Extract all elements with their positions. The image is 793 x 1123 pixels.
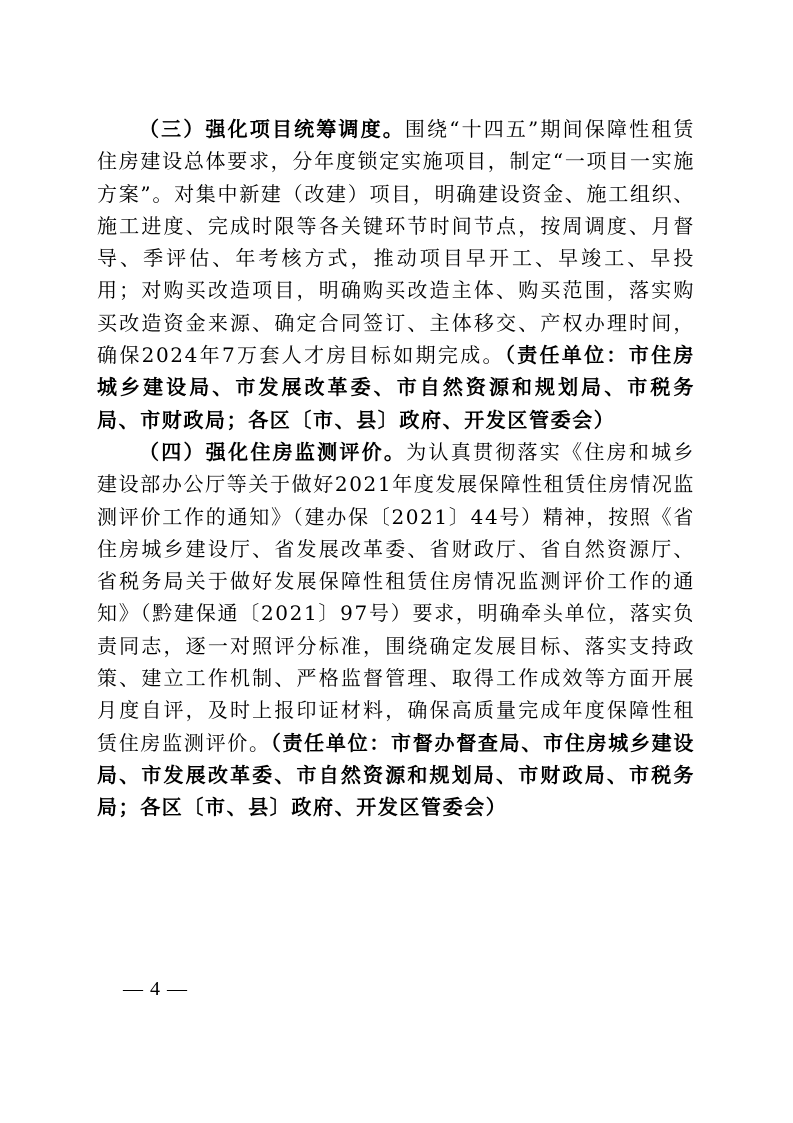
section-4-responsibility: （责任单位：市督办督查局、市住房城乡建设局、市发展改革委、市自然资源和规划局、市财政局、市税务局；各区〔市、县〕政府、开发区管委会） — [97, 730, 695, 820]
section-3-responsibility: （责任单位：市住房城乡建设局、市发展改革委、市自然资源和规划局、市税务局、市财政局；各区〔市、县〕政府、开发区管委会） — [97, 343, 695, 432]
section-3-heading: （三）强化项目统筹调度。 — [139, 117, 405, 141]
section-4-paragraph — [97, 436, 695, 824]
section-4-heading: （四）强化住房监测评价。 — [139, 439, 407, 464]
document-body — [97, 113, 695, 824]
section-3-body: 围绕“十四五”期间保障性租赁住房建设总体要求，分年度锁定实施项目，制定“一项目一实施方案”。对集中新建（改建）项目，明确建设资金、施工组织、施工进度、完成时限等各关键环节时间节点，按周调度、月督导、季评估、年考核方式，推动项目早开工、早竣工、早投用；对购买改造项目，明确购买改造主体、购买范围，落实购买改造资金来源、确定合同签订、主体移交、产权办理时间，确保2024年7万套人才房目标如期完成。 — [97, 117, 695, 368]
section-3-paragraph — [97, 113, 695, 436]
page-number: — 4 — — [123, 978, 188, 1000]
section-4-body: 为认真贯彻落实《住房和城乡建设部办公厅等关于做好2021年度发展保障性租赁住房情况监测评价工作的通知》（建办保〔2021〕44号）精神，按照《省住房城乡建设厅、省发展改革委、省财政厅、省自然资源厅、省税务局关于做好发展保障性租赁住房情况监测评价工作的通知》（黔建保通〔2021〕97号）要求，明确牵头单位，落实负责同志，逐一对照评分标准，围绕确定发展目标、落实支持政策、建立工作机制、严格监督管理、取得工作成效等方面开展月度自评，及时上报印证材料，确保高质量完成年度保障性租赁住房监测评价。 — [97, 439, 695, 755]
